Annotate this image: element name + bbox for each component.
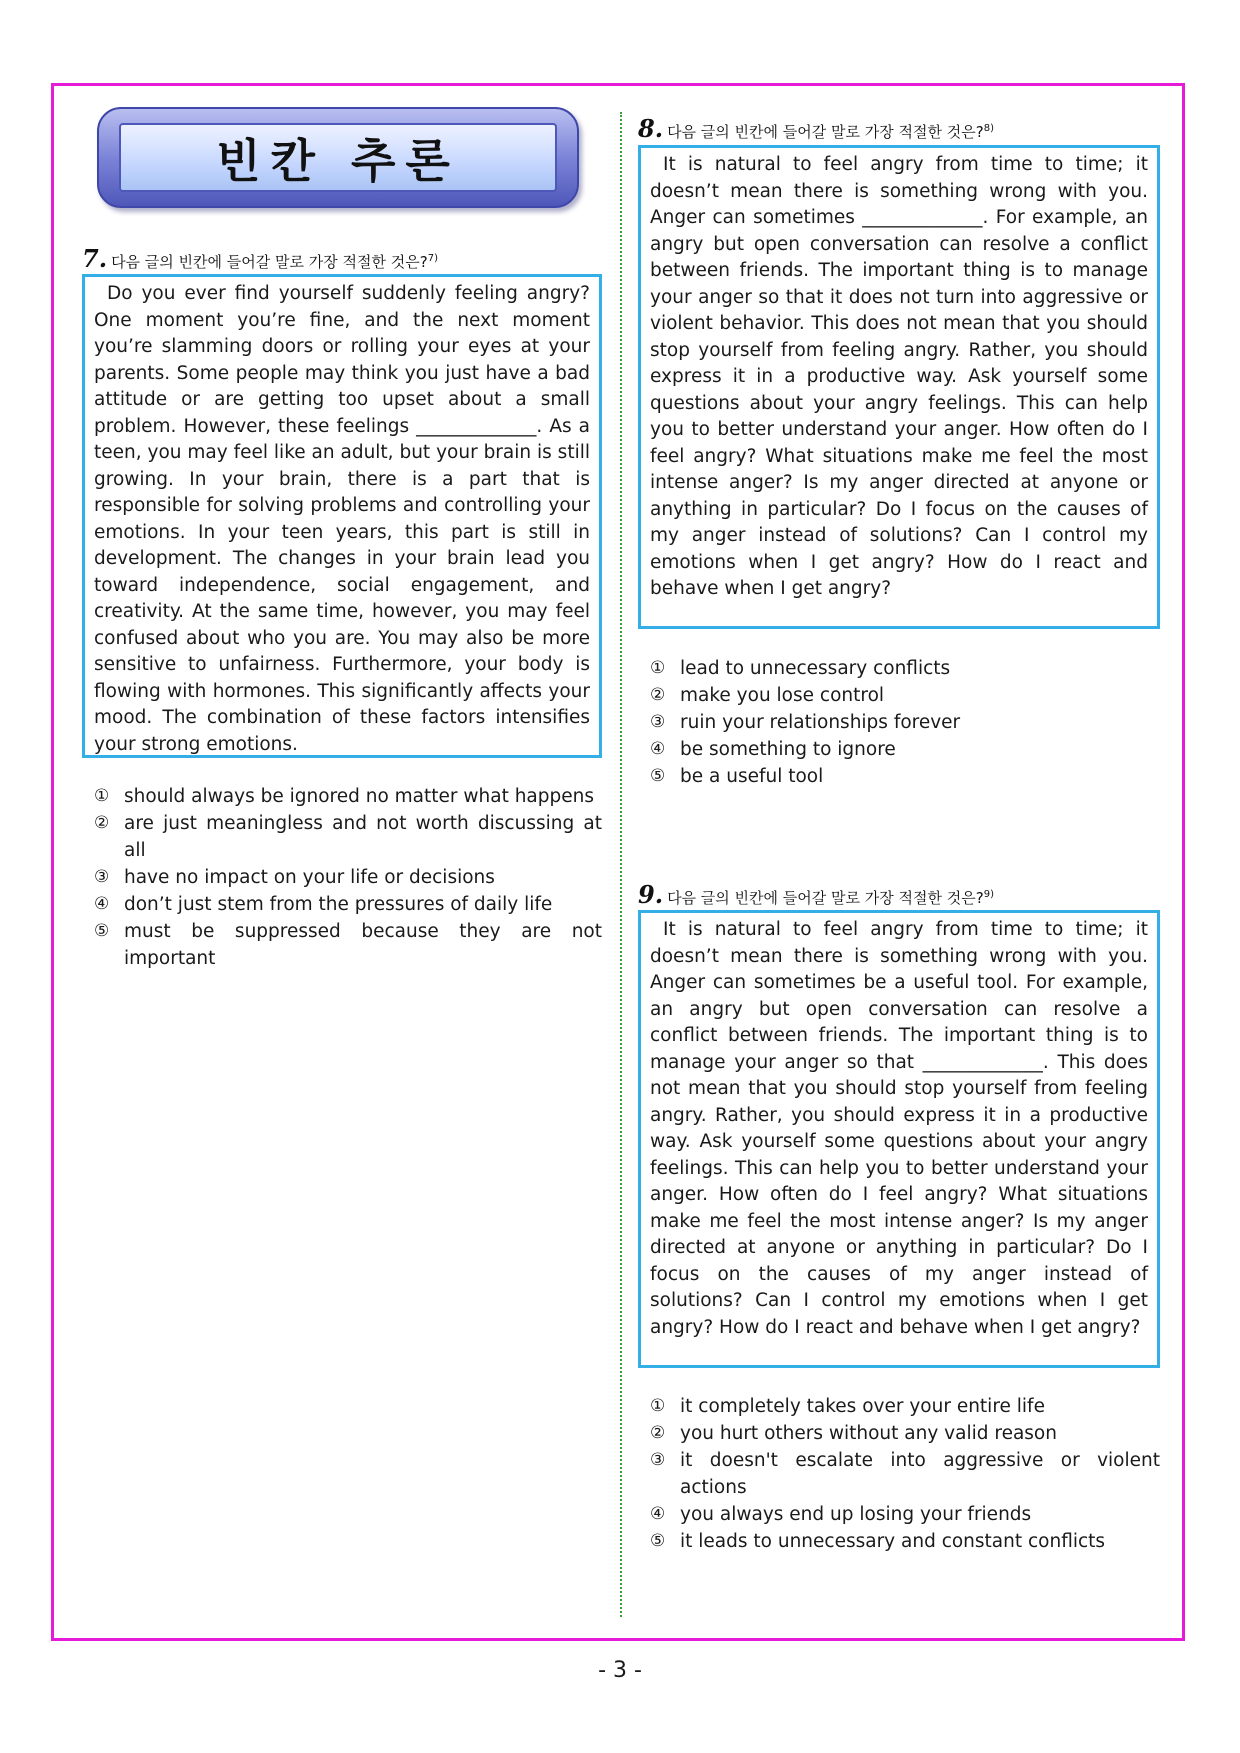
question-7-choice-5[interactable]: ⑤ must be suppressed because they are not important	[94, 921, 602, 969]
question-8-header	[638, 114, 994, 143]
question-9-choice-4[interactable]: ④ you always end up losing your friends	[650, 1504, 1032, 1525]
question-7-passage: Do you ever find yourself suddenly feeling angry? One moment you’re fine, and the next moment you’re slamming doors or rolling your eyes at your parents. Some people may think you just have a bad attitude or are getting too upset about a small problem. However, these feelings _____________. As a teen, you may feel like an adult, but your brain is still growing. In your brain, there is a part that is responsible for solving problems and controlling your emotions. In your teen years, this part is still in development. The changes in your brain lead you toward independence, social engagement, and creativity. At the same time, however, you may feel confused about who you are. You may also be more sensitive to unfairness. Furthermore, your body is flowing with hormones. This significantly affects your mood. The combination of these factors intensifies your strong emotions.	[94, 283, 590, 755]
question-8-choice-2[interactable]: ② make you lose control	[650, 685, 885, 706]
question-8-choice-5[interactable]: ⑤ be a useful tool	[650, 766, 824, 787]
page-number: - 3 -	[598, 1658, 642, 1683]
column-divider	[620, 112, 622, 1617]
question-7-choice-1[interactable]: ① should always be ignored no matter what happens	[94, 786, 594, 807]
question-7-prompt: 다음 글의 빈칸에 들어갈 말로 가장 적절한 것은?	[111, 253, 428, 271]
question-7-number: 7.	[82, 244, 108, 273]
question-8-choice-4[interactable]: ④ be something to ignore	[650, 739, 896, 760]
question-8-choice-3[interactable]: ③ ruin your relationships forever	[650, 712, 961, 733]
question-9-footnote: 9)	[983, 889, 994, 900]
question-8-choice-1[interactable]: ① lead to unnecessary conflicts	[650, 658, 951, 679]
question-7-choice-4[interactable]: ④ don’t just stem from the pressures of daily life	[94, 894, 553, 915]
question-8-number: 8.	[638, 114, 664, 143]
question-9-choice-5[interactable]: ⑤ it leads to unnecessary and constant conflicts	[650, 1531, 1106, 1552]
question-9-header	[638, 880, 994, 909]
question-7-choice-2[interactable]: ② are just meaningless and not worth discussing at all	[94, 813, 602, 861]
question-9-choice-1[interactable]: ① it completely takes over your entire life	[650, 1396, 1045, 1417]
question-9-passage: It is natural to feel angry from time to time; it doesn’t mean there is something wrong with you. Anger can sometimes be a useful tool. For example, an angry but open conversation can resolve a conflict between friends. The important thing is to manage your anger so that _____________. This does not mean that you should stop yourself from feeling angry. Rather, you should express it in a productive way. Ask yourself some questions about your angry feelings. This can help you to better understand your anger. How often do I feel angry? What situations make me feel the most intense anger? Is my anger directed at anyone or anything in particular? Do I focus on the causes of my anger instead of solutions? Can I control my emotions when I get angry? How do I react and behave when I get angry?	[650, 919, 1148, 1338]
question-9-number: 9.	[638, 880, 664, 909]
question-9-prompt: 다음 글의 빈칸에 들어갈 말로 가장 적절한 것은?	[667, 889, 984, 907]
question-8-footnote: 8)	[983, 123, 994, 134]
question-7-choices	[94, 783, 602, 972]
question-9-choice-3[interactable]: ③ it doesn't escalate into aggressive or violent actions	[650, 1450, 1160, 1498]
question-9-choices	[650, 1393, 1160, 1555]
question-9-choice-2[interactable]: ② you hurt others without any valid reason	[650, 1423, 1057, 1444]
question-7-footnote: 7)	[427, 253, 438, 264]
section-title: 빈칸 추론	[216, 133, 460, 188]
section-title-banner	[97, 107, 579, 208]
question-8-passage: It is natural to feel angry from time to time; it doesn’t mean there is something wrong with you. Anger can sometimes _____________. For example, an angry but open conversation can resolve a conflict between friends. The important thing is to manage your anger so that it does not turn into aggressive or violent behavior. This does not mean that you should stop yourself from feeling angry. Rather, you should express it in a productive way. Ask yourself some questions about your angry feelings. This can help you to better understand your anger. How often do I feel angry? What situations make me feel the most intense anger? Is my anger directed at anyone or anything in particular? Do I focus on the causes of my anger instead of solutions? Can I control my emotions when I get angry? How do I react and behave when I get angry?	[650, 154, 1148, 599]
question-7-header	[82, 244, 438, 273]
question-7-passage-box	[82, 274, 602, 758]
question-9-passage-box	[638, 910, 1160, 1368]
question-8-choices	[650, 655, 1160, 790]
section-title-panel	[119, 123, 557, 192]
question-7-choice-3[interactable]: ③ have no impact on your life or decisions	[94, 867, 495, 888]
question-8-prompt: 다음 글의 빈칸에 들어갈 말로 가장 적절한 것은?	[667, 123, 984, 141]
question-8-passage-box	[638, 145, 1160, 629]
